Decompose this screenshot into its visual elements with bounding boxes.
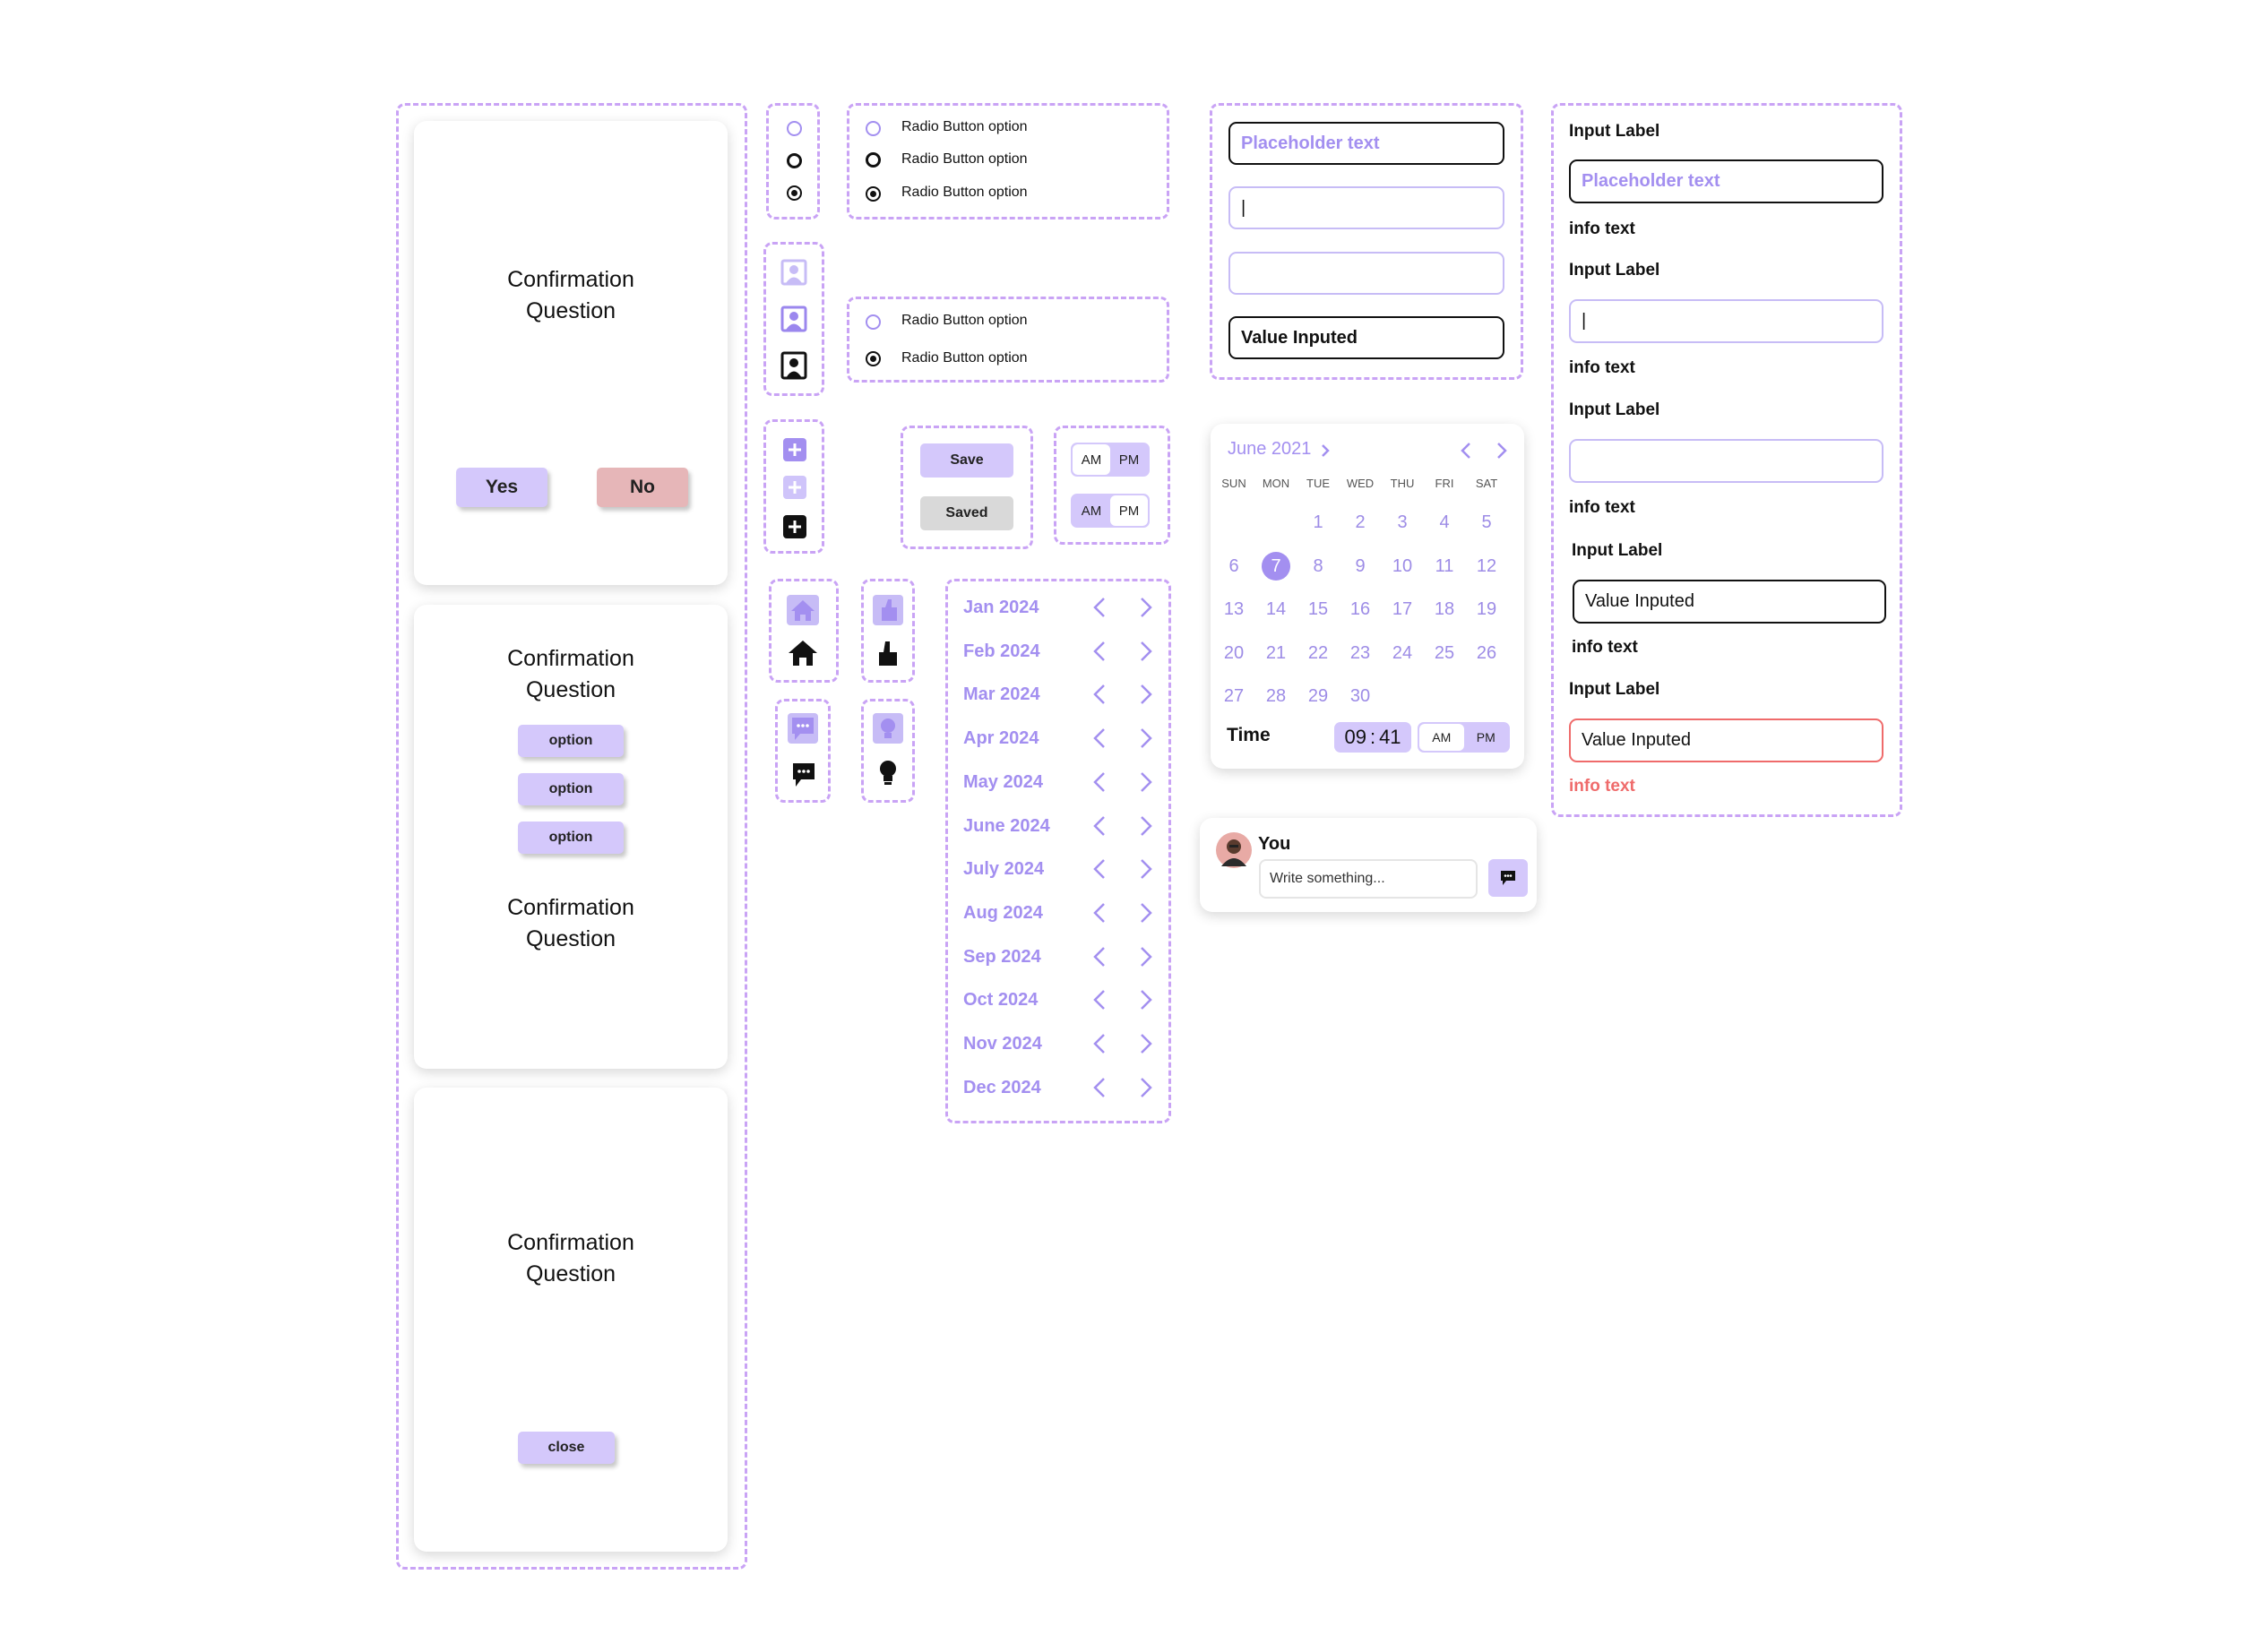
calendar-day[interactable]: 12	[1476, 555, 1497, 576]
home-icon[interactable]	[788, 640, 818, 667]
send-button[interactable]	[1488, 859, 1528, 897]
radio-option-1[interactable]	[866, 121, 881, 136]
add-square-icon[interactable]	[783, 438, 806, 461]
month-label: Feb 2024	[963, 641, 1040, 661]
calendar-day[interactable]: 22	[1307, 642, 1329, 663]
chevron-left-icon[interactable]	[1091, 1077, 1108, 1098]
chevron-left-icon[interactable]	[1091, 946, 1108, 968]
weekday-label: SUN	[1221, 477, 1246, 490]
calendar-day[interactable]: 17	[1392, 599, 1413, 619]
calendar-day[interactable]: 25	[1434, 642, 1455, 663]
radio-option-label: Radio Button option	[901, 185, 1028, 200]
time-label: Time	[1227, 725, 1271, 745]
info-text: info text	[1569, 219, 1635, 238]
calendar-day[interactable]: 30	[1349, 686, 1371, 706]
confirm-dialog-yes-no	[414, 121, 728, 585]
user-portrait-icon	[780, 351, 807, 380]
pm-option[interactable]: PM	[1110, 495, 1148, 526]
lightbulb-icon[interactable]	[873, 713, 903, 744]
calendar-day-selected[interactable]: 7	[1262, 552, 1290, 581]
calendar-day[interactable]: 3	[1397, 512, 1408, 532]
calendar-day[interactable]: 9	[1355, 555, 1366, 576]
save-button[interactable]: Save	[920, 443, 1013, 478]
month-label: May 2024	[963, 771, 1043, 792]
chevron-left-icon[interactable]	[1091, 858, 1108, 880]
radio-option-label: Radio Button option	[901, 119, 1028, 134]
pm-option[interactable]: PM	[1118, 452, 1140, 468]
info-text: info text	[1569, 498, 1635, 517]
dialog-question: Confirmation Question	[507, 1230, 634, 1286]
chevron-right-icon[interactable]	[1138, 989, 1154, 1011]
weekday-label: MON	[1262, 477, 1290, 490]
chat-bubble-icon[interactable]	[788, 713, 818, 744]
chevron-right-icon[interactable]	[1138, 858, 1154, 880]
chevron-right-icon[interactable]	[1138, 1077, 1154, 1098]
chevron-right-icon[interactable]	[1138, 815, 1154, 837]
chevron-left-icon[interactable]	[1091, 641, 1108, 662]
radio-unchecked[interactable]	[787, 153, 802, 168]
chevron-left-icon[interactable]	[1091, 989, 1108, 1011]
chevron-right-icon[interactable]	[1138, 771, 1154, 793]
input-label: Input Label	[1569, 122, 1660, 141]
input-label: Input Label	[1569, 400, 1660, 419]
calendar-day[interactable]: 14	[1265, 599, 1287, 619]
am-option[interactable]: AM	[1419, 724, 1464, 751]
dialog-question-2: Confirmation Question	[507, 895, 634, 951]
calendar-day[interactable]: 26	[1476, 642, 1497, 663]
weekday-label: WED	[1346, 477, 1375, 490]
chevron-right-icon[interactable]	[1138, 1033, 1154, 1054]
calendar-day[interactable]: 6	[1228, 555, 1239, 576]
info-text: info text	[1569, 358, 1635, 377]
month-label: Oct 2024	[963, 990, 1039, 1011]
chevron-left-icon[interactable]	[1091, 597, 1108, 618]
am-option[interactable]: AM	[1081, 503, 1102, 519]
radio-option-label: Radio Button option	[901, 151, 1028, 167]
calendar-day[interactable]: 2	[1355, 512, 1366, 532]
thumbs-up-icon[interactable]	[873, 595, 903, 625]
empty-input[interactable]	[1569, 439, 1883, 483]
error-info-text: info text	[1569, 777, 1635, 796]
calendar-day[interactable]: 13	[1223, 599, 1245, 619]
thumbs-up-icon[interactable]	[877, 640, 899, 667]
calendar-day[interactable]: 1	[1313, 512, 1323, 532]
chevron-right-icon[interactable]	[1138, 727, 1154, 749]
home-icon[interactable]	[787, 595, 819, 625]
chevron-right-icon[interactable]	[1138, 902, 1154, 924]
date-picker	[1211, 424, 1524, 769]
user-portrait-icon	[780, 305, 807, 332]
radio-option-3[interactable]	[866, 186, 881, 202]
weekday-label: THU	[1390, 477, 1415, 490]
calendar-day[interactable]: 18	[1434, 599, 1455, 619]
weekday-label: SAT	[1475, 477, 1498, 490]
chevron-right-icon[interactable]	[1138, 597, 1154, 618]
chevron-right-icon[interactable]	[1138, 946, 1154, 968]
calendar-day[interactable]: 5	[1481, 512, 1492, 532]
calendar-day[interactable]: 16	[1349, 599, 1371, 619]
no-button[interactable]: No	[597, 468, 688, 507]
ampm-toggle-am[interactable]	[1071, 443, 1150, 477]
calendar-day[interactable]: 21	[1265, 642, 1287, 663]
chevron-right-icon[interactable]	[1138, 684, 1154, 705]
weekday-label: TUE	[1306, 477, 1330, 490]
active-input[interactable]: |	[1569, 299, 1883, 343]
month-label: Sep 2024	[963, 946, 1041, 967]
calendar-day[interactable]: 20	[1223, 642, 1245, 663]
user-portrait-icon	[780, 259, 807, 286]
error-input[interactable]: Value Inputed	[1569, 718, 1883, 762]
add-square-icon[interactable]	[783, 476, 806, 499]
radio-group-2-container	[847, 297, 1169, 383]
am-option[interactable]: AM	[1073, 444, 1110, 475]
confirm-dialog-options	[414, 605, 728, 1069]
month-label: Dec 2024	[963, 1077, 1041, 1097]
radio-option-2[interactable]	[866, 152, 881, 168]
calendar-day[interactable]: 24	[1392, 642, 1413, 663]
minute-value[interactable]: 41	[1379, 726, 1401, 748]
avatar	[1216, 832, 1252, 868]
month-label: Nov 2024	[963, 1034, 1042, 1054]
hour-value[interactable]: 09	[1344, 726, 1366, 748]
option-button-1[interactable]: option	[518, 725, 624, 757]
radio-checked[interactable]	[787, 185, 802, 201]
radio-option-label: Radio Button option	[901, 350, 1028, 366]
calendar-day[interactable]: 29	[1307, 686, 1329, 706]
close-button[interactable]: close	[518, 1432, 615, 1464]
calendar-day[interactable]: 19	[1476, 599, 1497, 619]
month-label: June 2024	[963, 815, 1050, 836]
radio-option-2[interactable]	[866, 351, 881, 366]
confirm-dialog-close	[414, 1088, 728, 1552]
chat-message-input[interactable]: Write something...	[1259, 859, 1478, 899]
calendar-day[interactable]: 23	[1349, 642, 1371, 663]
chevron-left-icon[interactable]	[1091, 727, 1108, 749]
chat-user-name: You	[1258, 834, 1291, 854]
yes-button[interactable]: Yes	[456, 468, 547, 507]
calendar-month-title[interactable]: June 2021	[1228, 439, 1312, 459]
chevron-left-icon[interactable]	[1091, 1033, 1108, 1054]
prev-month-icon[interactable]	[1460, 442, 1472, 460]
calendar-day[interactable]: 11	[1435, 555, 1454, 576]
pm-option[interactable]: PM	[1476, 730, 1496, 744]
weekday-label: FRI	[1435, 477, 1454, 490]
calendar-ampm-toggle[interactable]	[1418, 722, 1510, 753]
dialog-question: Confirmation Question	[507, 267, 634, 323]
placeholder-input[interactable]: Placeholder text	[1228, 122, 1504, 165]
input-label: Input Label	[1569, 261, 1660, 280]
month-label: Apr 2024	[963, 728, 1039, 749]
month-label: Mar 2024	[963, 684, 1040, 705]
info-text: info text	[1572, 638, 1638, 657]
add-square-icon[interactable]	[783, 515, 806, 538]
chevron-left-icon[interactable]	[1091, 684, 1108, 705]
radio-option-label: Radio Button option	[901, 313, 1028, 328]
calendar-day[interactable]: 8	[1313, 555, 1323, 576]
filled-input[interactable]: Value Inputed	[1228, 316, 1504, 359]
month-label: July 2024	[963, 859, 1045, 880]
saved-button[interactable]: Saved	[920, 496, 1013, 530]
chat-composer	[1200, 818, 1537, 912]
calendar-day[interactable]: 4	[1439, 512, 1450, 532]
option-button-3[interactable]: option	[518, 822, 624, 854]
calendar-day[interactable]: 28	[1265, 686, 1287, 706]
calendar-day[interactable]: 15	[1307, 599, 1329, 619]
chat-bubble-icon	[1500, 870, 1516, 886]
ampm-toggle-pm[interactable]	[1071, 494, 1150, 528]
chevron-right-icon[interactable]	[1320, 443, 1331, 458]
input-label: Input Label	[1572, 541, 1663, 560]
empty-input[interactable]	[1228, 252, 1504, 295]
radio-option-1[interactable]	[866, 314, 881, 330]
chat-bubble-icon[interactable]	[792, 762, 815, 787]
chevron-left-icon[interactable]	[1091, 771, 1108, 793]
month-label: Jan 2024	[963, 598, 1039, 617]
radio-unchecked-light[interactable]	[787, 121, 802, 136]
calendar-day[interactable]: 27	[1223, 686, 1245, 706]
input-label: Input Label	[1569, 680, 1660, 699]
calendar-day[interactable]: 10	[1392, 555, 1413, 576]
month-label: Aug 2024	[963, 902, 1043, 923]
placeholder-input[interactable]: Placeholder text	[1569, 159, 1883, 203]
option-button-2[interactable]: option	[518, 773, 624, 805]
dialog-question: Confirmation Question	[507, 646, 634, 702]
lightbulb-icon[interactable]	[877, 760, 899, 787]
chevron-left-icon[interactable]	[1091, 815, 1108, 837]
time-display[interactable]: 09 : 41	[1334, 722, 1411, 753]
chevron-right-icon[interactable]	[1138, 641, 1154, 662]
filled-input[interactable]: Value Inputed	[1573, 580, 1886, 624]
next-month-icon[interactable]	[1496, 442, 1508, 460]
chevron-left-icon[interactable]	[1091, 902, 1108, 924]
active-input[interactable]: |	[1228, 186, 1504, 229]
